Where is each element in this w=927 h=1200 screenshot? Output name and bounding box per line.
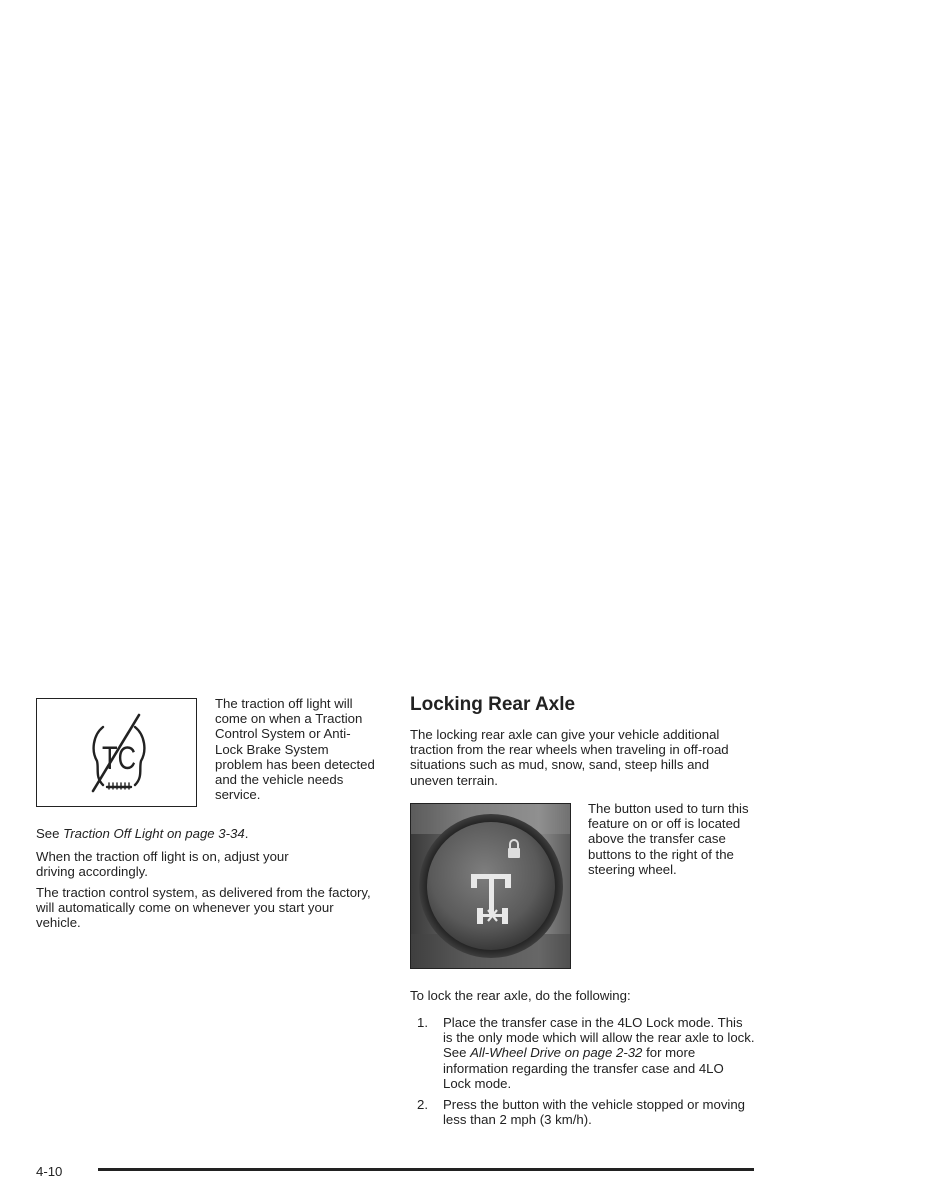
page-number: 4-10: [36, 1164, 63, 1179]
see-suffix: .: [244, 826, 249, 841]
traction-off-light-icon: [37, 699, 195, 805]
locking-rear-axle-button-photo: [410, 803, 571, 969]
step-number: 2.: [417, 1097, 428, 1112]
step-text-after: for more information regarding the transfer case and 4LO Lock mode.: [443, 1045, 724, 1091]
step-text: [443, 1015, 755, 1091]
section-heading: Locking Rear Axle: [410, 694, 576, 715]
intro-paragraph: The locking rear axle can give your vehicle additional traction from the rear wheels when traveling in off-road situations such as mud, snow, sand, steep hills and uneven terrain.: [410, 727, 729, 788]
step-text-before: Place the transfer case in the 4LO Lock mode. This is the only mode which will allow the rear axle to lock. See: [443, 1015, 755, 1061]
footer-rule: [98, 1168, 754, 1171]
step-text: Press the button with the vehicle stopped or moving less than 2 mph (3 km/h).: [443, 1097, 746, 1128]
button-location-description: The button used to turn this feature on or off is located above the transfer case buttons to the right of the steering wheel.: [588, 801, 749, 877]
button-photo-svg: [411, 804, 571, 969]
see-prefix: See: [36, 826, 64, 841]
traction-off-light-figure: [36, 698, 197, 807]
factory-default-paragraph: The traction control system, as delivered from the factory, will automatically come on whenever you start your vehicle.: [36, 885, 371, 931]
lock-instructions-intro: To lock the rear axle, do the following:: [410, 988, 631, 1003]
traction-light-description: The traction off light will come on when a Traction Control System or Anti-Lock Brake System problem has been detected and the vehicle needs service.: [215, 696, 375, 803]
all-wheel-drive-link[interactable]: All-Wheel Drive on page 2-32: [470, 1045, 643, 1061]
adjust-driving-paragraph: When the traction off light is on, adjust your driving accordingly.: [36, 849, 289, 880]
see-reference: [36, 826, 376, 841]
traction-off-light-link[interactable]: Traction Off Light on page 3-34: [63, 826, 245, 841]
icon-label: TC: [102, 740, 136, 776]
step-number: 1.: [417, 1015, 428, 1030]
